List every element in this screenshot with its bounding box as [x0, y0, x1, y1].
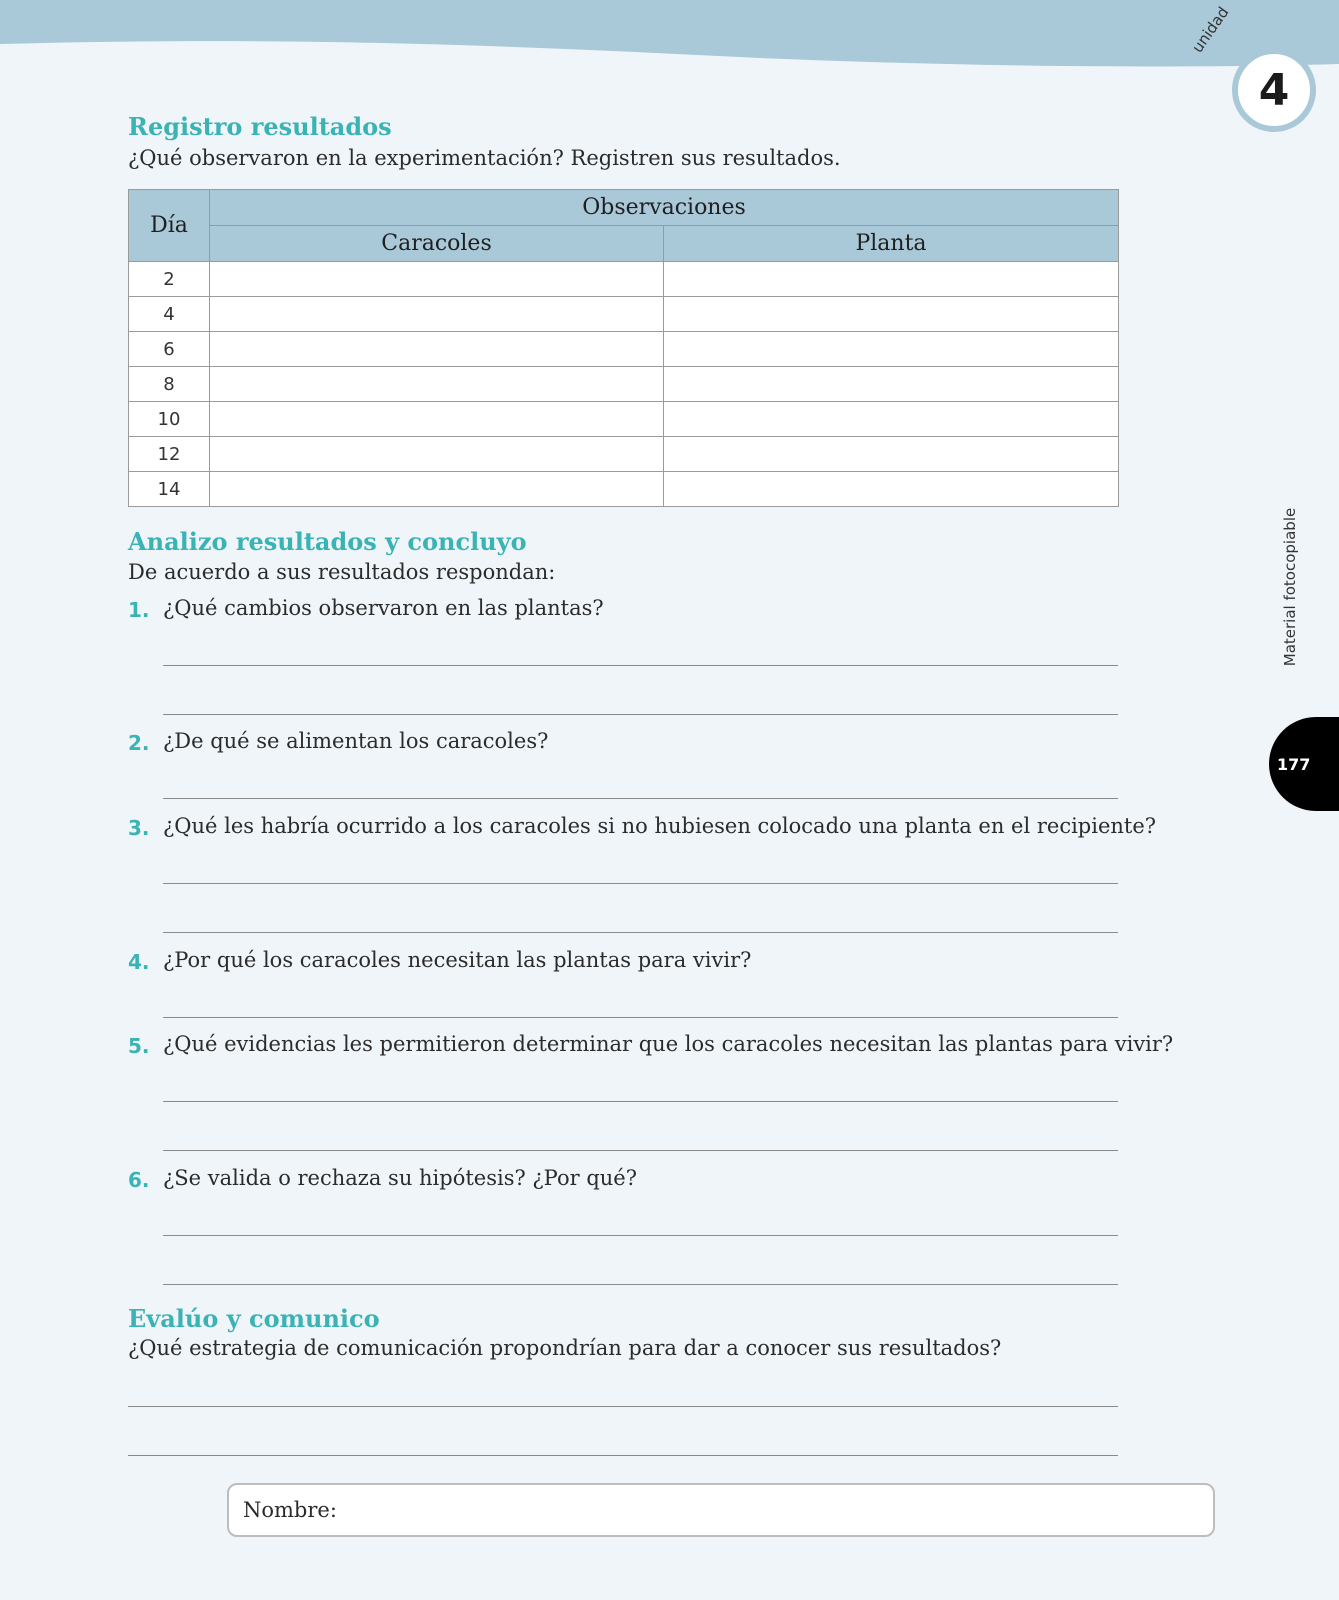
page-number-tab [1269, 717, 1339, 811]
planta-cell[interactable] [664, 332, 1119, 367]
top-wave-banner [0, 0, 1339, 80]
side-label: Material fotocopiable [1281, 507, 1299, 667]
planta-cell[interactable] [664, 472, 1119, 507]
caracoles-cell[interactable] [210, 332, 664, 367]
day-cell: 6 [129, 332, 210, 367]
question-text: ¿Qué les habría ocurrido a los caracoles si no hubiesen colocado una planta en el recipiente? [163, 814, 1157, 838]
header-planta: Planta [664, 226, 1119, 262]
question-number: 6. [128, 1168, 150, 1192]
question-number: 1. [128, 598, 150, 622]
unit-label: unidad [1188, 3, 1233, 56]
planta-cell[interactable] [664, 297, 1119, 332]
header-day: Día [129, 190, 210, 262]
name-field[interactable] [227, 1483, 1215, 1537]
question-text: ¿Por qué los caracoles necesitan las plantas para vivir? [163, 948, 752, 972]
day-cell: 2 [129, 262, 210, 297]
answer-line[interactable] [163, 883, 1118, 884]
name-label: Nombre: [243, 1498, 337, 1522]
table-row [129, 437, 1119, 472]
day-cell: 8 [129, 367, 210, 402]
caracoles-cell[interactable] [210, 402, 664, 437]
section-title-registro: Registro resultados [128, 112, 392, 141]
table-row [129, 332, 1119, 367]
answer-line[interactable] [163, 1101, 1118, 1102]
answer-line[interactable] [163, 798, 1118, 799]
day-cell: 10 [129, 402, 210, 437]
header-observaciones: Observaciones [210, 190, 1119, 226]
answer-line[interactable] [163, 1284, 1118, 1285]
page-number: 177 [1277, 754, 1311, 774]
analizo-intro: De acuerdo a sus resultados respondan: [128, 560, 556, 584]
question-number: 3. [128, 816, 150, 840]
answer-line[interactable] [163, 1017, 1118, 1018]
table-row [129, 367, 1119, 402]
question-number: 4. [128, 950, 150, 974]
day-cell: 4 [129, 297, 210, 332]
question-text: ¿Qué cambios observaron en las plantas? [163, 596, 604, 620]
question-number: 2. [128, 731, 150, 755]
caracoles-cell[interactable] [210, 472, 664, 507]
question-text: ¿Se valida o rechaza su hipótesis? ¿Por qué? [163, 1166, 637, 1190]
section-title-evaluo: Evalúo y comunico [128, 1304, 380, 1333]
results-table [128, 189, 1119, 507]
section-title-analizo: Analizo resultados y concluyo [128, 527, 527, 556]
day-cell: 12 [129, 437, 210, 472]
day-cell: 14 [129, 472, 210, 507]
table-row [129, 297, 1119, 332]
header-caracoles: Caracoles [210, 226, 664, 262]
table-row [129, 402, 1119, 437]
answer-line[interactable] [128, 1406, 1118, 1407]
answer-line[interactable] [163, 932, 1118, 933]
planta-cell[interactable] [664, 402, 1119, 437]
question-number: 5. [128, 1034, 150, 1058]
answer-line[interactable] [163, 665, 1118, 666]
evaluo-prompt: ¿Qué estrategia de comunicación propondrían para dar a conocer sus resultados? [128, 1336, 1002, 1360]
caracoles-cell[interactable] [210, 367, 664, 402]
caracoles-cell[interactable] [210, 437, 664, 472]
question-text: ¿Qué evidencias les permitieron determinar que los caracoles necesitan las plantas para vivir? [163, 1032, 1174, 1056]
registro-prompt: ¿Qué observaron en la experimentación? Registren sus resultados. [128, 146, 841, 170]
answer-line[interactable] [163, 1150, 1118, 1151]
caracoles-cell[interactable] [210, 262, 664, 297]
table-row [129, 262, 1119, 297]
answer-line[interactable] [163, 714, 1118, 715]
planta-cell[interactable] [664, 262, 1119, 297]
caracoles-cell[interactable] [210, 297, 664, 332]
unit-number-badge: 4 [1232, 48, 1316, 132]
planta-cell[interactable] [664, 367, 1119, 402]
table-row [129, 472, 1119, 507]
planta-cell[interactable] [664, 437, 1119, 472]
question-text: ¿De qué se alimentan los caracoles? [163, 729, 549, 753]
answer-line[interactable] [128, 1455, 1118, 1456]
answer-line[interactable] [163, 1235, 1118, 1236]
